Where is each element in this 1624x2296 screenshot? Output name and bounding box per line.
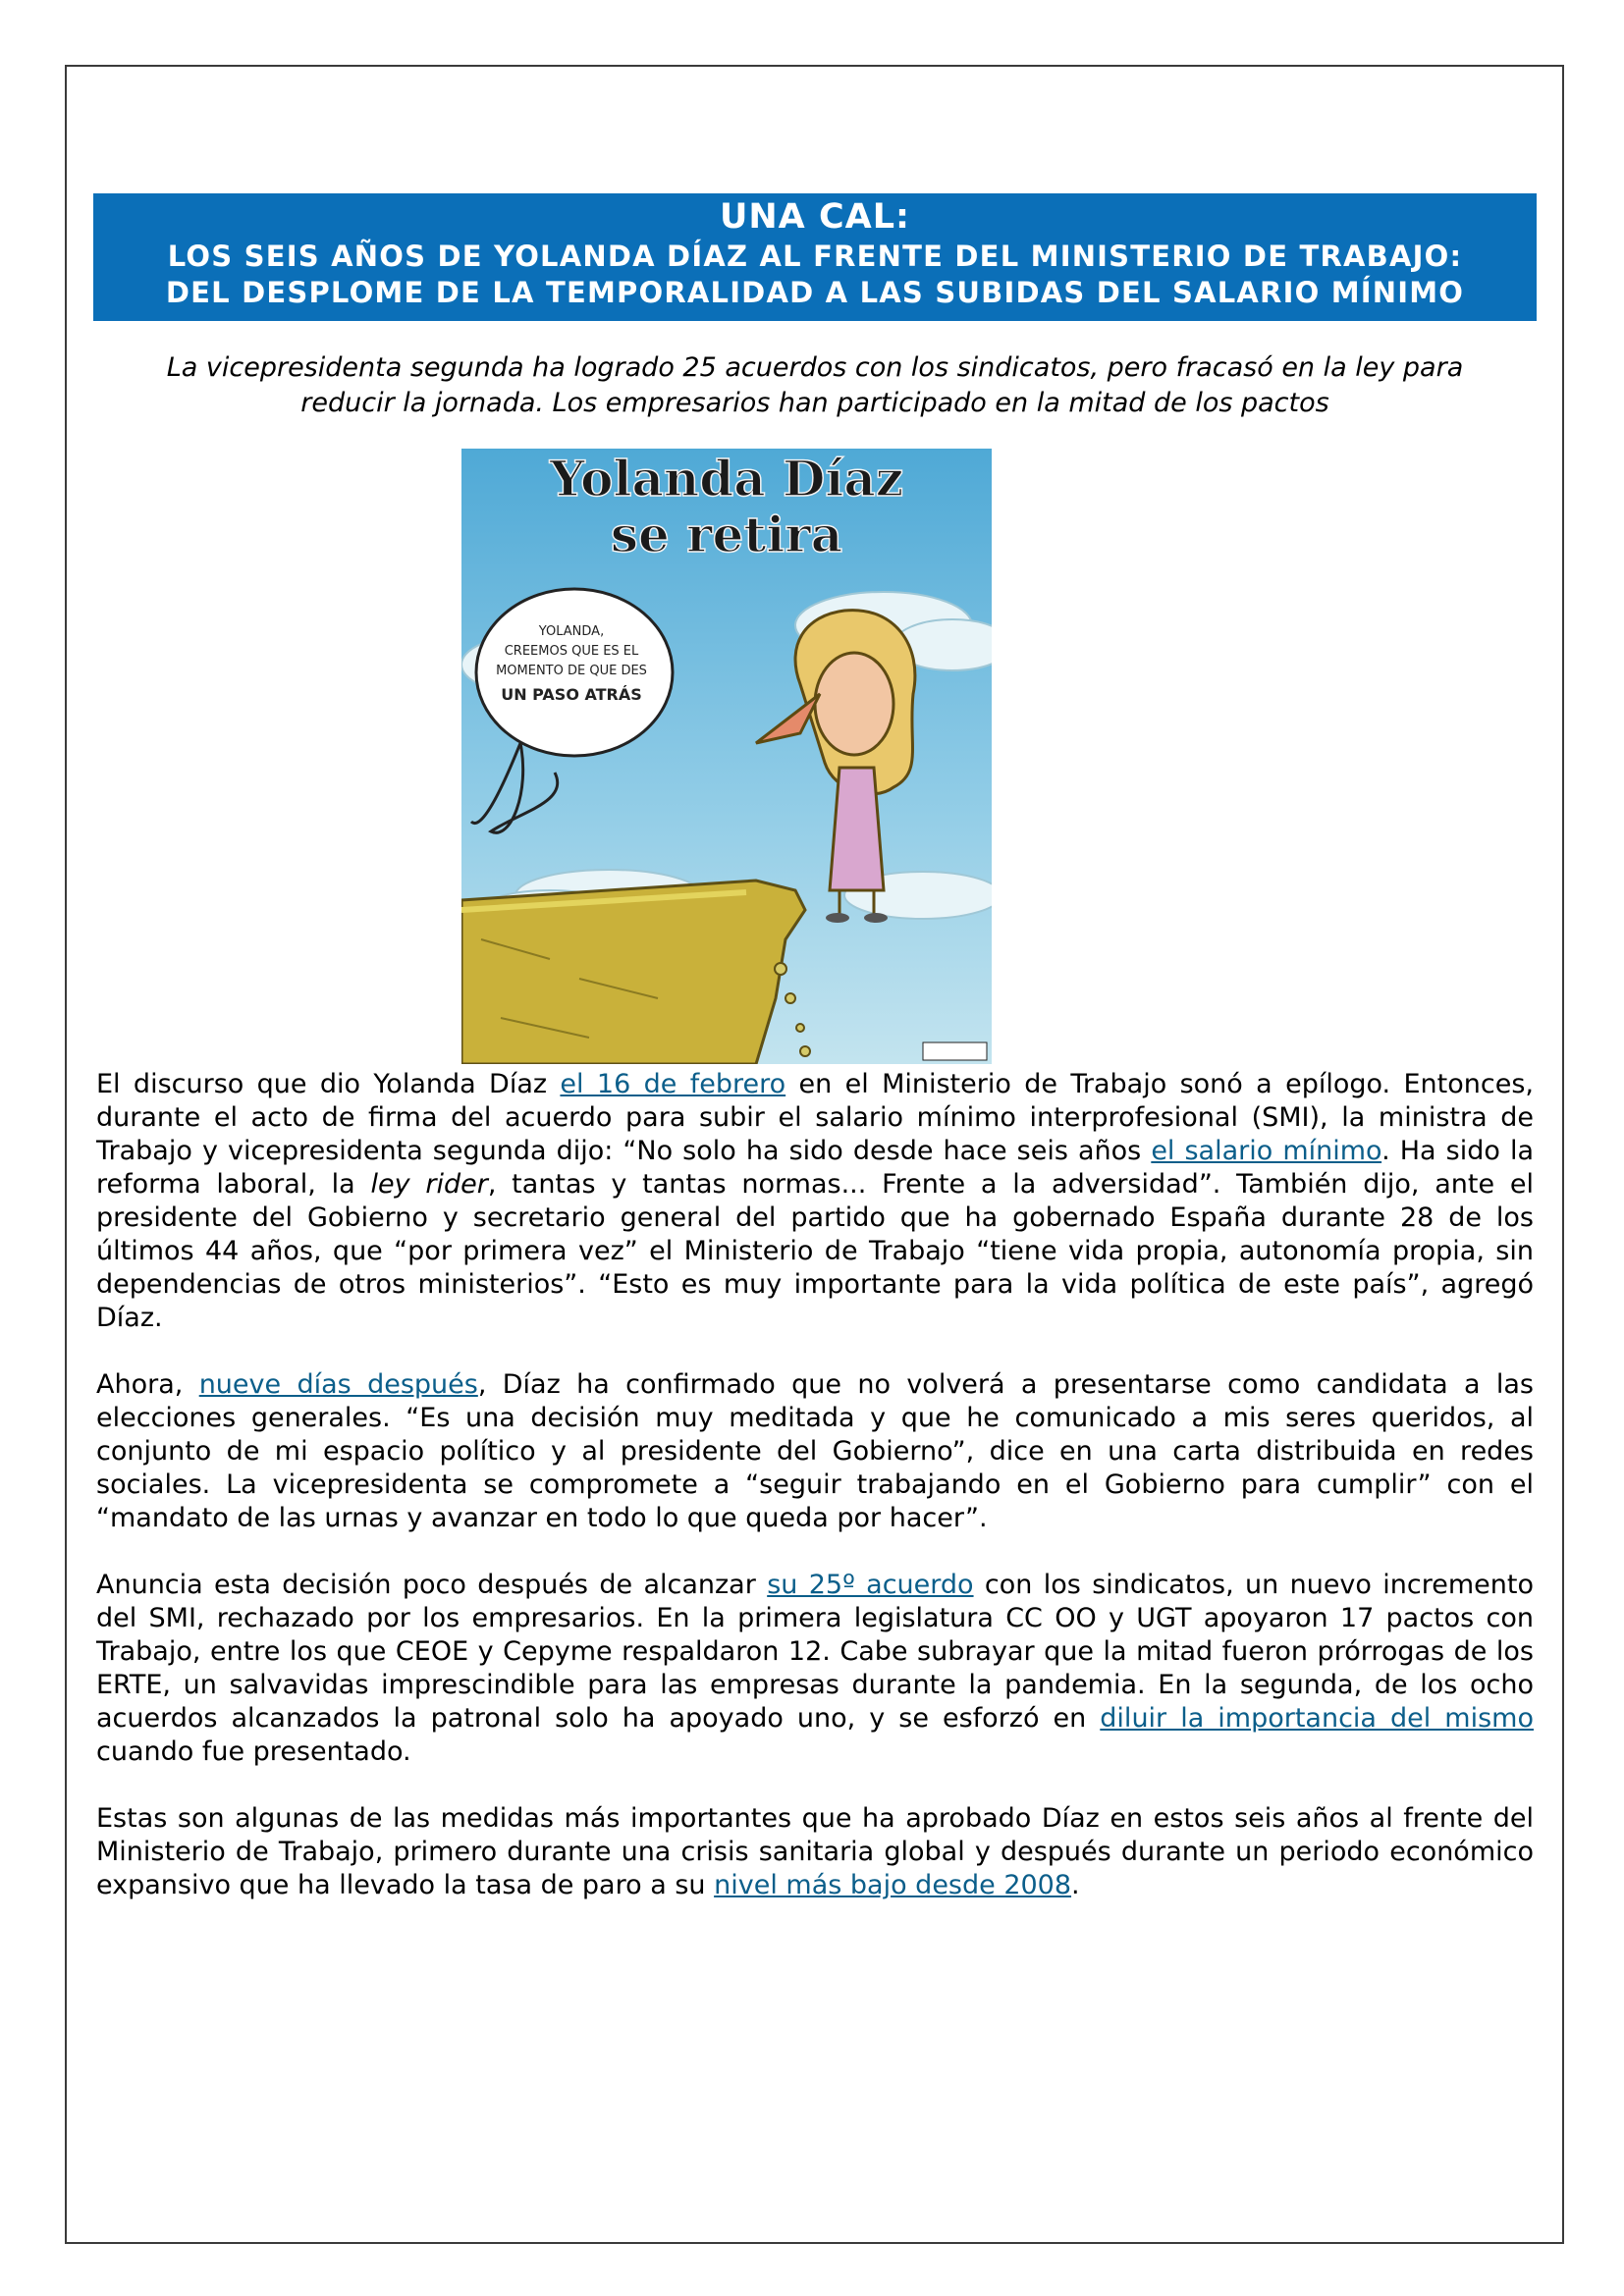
cartoon-title-1: Yolanda Díaz <box>549 450 904 507</box>
title-line-1: LOS SEIS AÑOS DE YOLANDA DÍAZ AL FRENTE DEL MINISTERIO DE TRABAJO: <box>167 240 1463 273</box>
text-run: El discurso que dio Yolanda Díaz <box>96 1069 561 1099</box>
paragraph-4 <box>96 1802 1534 1902</box>
link-25-acuerdo[interactable]: su 25º acuerdo <box>767 1570 974 1600</box>
text-run: cuando fue presentado. <box>96 1736 411 1767</box>
speech-text-4: UN PASO ATRÁS <box>501 685 642 704</box>
text-run: en el Ministerio de Trabajo sonó a epílogo. Entonces, durante el acto de firma del acuerdo para subir el salario mínimo interprofesional (SMI), la ministra de Trabajo y vicepresidenta segunda dijo: “No solo ha sido desde hace seis años <box>96 1069 1534 1166</box>
text-run: . Ha sido la reforma laboral, la <box>96 1136 1535 1200</box>
cartoon-title-2: se retira <box>610 506 843 563</box>
text-run: , tantas y tantas normas... Frente a la adversidad”. También dijo, ante el presidente del Gobierno y secretario general del partido que ha gobernado España durante 28 de los últimos 44 años, que “por primera vez” el Ministerio de Trabajo “tiene vida propia, autonomía propia, sin dependencias de otros ministerios”. “Esto es muy importante para la vida política de este país”, agregó Díaz. <box>96 1169 1534 1333</box>
text-run: . <box>1071 1870 1080 1900</box>
text-run: Ahora, <box>96 1369 199 1400</box>
text-run: con los sindicatos, un nuevo incremento del SMI, rechazado por los empresarios. En la primera legislatura CC OO y UGT apoyaron 17 pactos con Trabajo, entre los que CEOE y Cepyme respaldaron 12. Cabe subrayar que la mitad fueron prórrogas de los ERTE, un salvavidas imprescindible para las empresas durante la pandemia. En la segunda, de los ocho acuerdos alcanzados la patronal solo ha apoyado uno, y se esforzó en <box>96 1570 1534 1734</box>
article-body <box>96 1068 1534 1936</box>
link-nueve-dias[interactable]: nueve días después <box>198 1369 478 1400</box>
text-run: Anuncia esta decisión poco después de alcanzar <box>96 1570 768 1600</box>
italic-ley-rider: ley rider <box>370 1169 488 1200</box>
link-salario-minimo[interactable]: el salario mínimo <box>1151 1136 1382 1166</box>
subtitle: La vicepresidenta segunda ha logrado 25 acuerdos con los sindicatos, pero fracasó en la ley para reducir la jornada. Los empresarios han participado en la mitad de los pactos <box>166 352 1464 418</box>
link-nivel-mas-bajo[interactable]: nivel más bajo desde 2008 <box>714 1870 1072 1900</box>
text-run: Estas son algunas de las medidas más importantes que ha aprobado Díaz en estos seis años al frente del Ministerio de Trabajo, primero durante una crisis sanitaria global y después durante un periodo económico expansivo que ha llevado la tasa de paro a su <box>96 1803 1534 1900</box>
title-line-2: DEL DESPLOME DE LA TEMPORALIDAD A LAS SUBIDAS DEL SALARIO MÍNIMO <box>165 276 1465 309</box>
title-kicker: UNA CAL: <box>719 197 911 237</box>
title-banner <box>93 193 1537 321</box>
link-16-febrero[interactable]: el 16 de febrero <box>560 1069 786 1099</box>
cartoon-image <box>461 449 992 1064</box>
speech-text-2: CREEMOS QUE ES EL <box>504 644 639 659</box>
link-diluir-importancia[interactable]: diluir la importancia del mismo <box>1100 1703 1534 1734</box>
paragraph-3 <box>96 1569 1534 1769</box>
paragraph-2 <box>96 1368 1534 1535</box>
speech-text-3: MOMENTO DE QUE DES <box>496 664 647 678</box>
speech-text-1: YOLANDA, <box>538 624 605 639</box>
paragraph-1 <box>96 1068 1534 1335</box>
text-run: , Díaz ha confirmado que no volverá a presentarse como candidata a las elecciones generales. “Es una decisión muy meditada y que he comunicado a mis seres queridos, al conjunto de mi espacio político y al presidente del Gobierno”, dice en una carta distribuida en redes sociales. La vicepresidenta se compromete a “seguir trabajando en el Gobierno para cumplir” con el “mandato de las urnas y avanzar en todo lo que queda por hacer”. <box>96 1369 1534 1533</box>
